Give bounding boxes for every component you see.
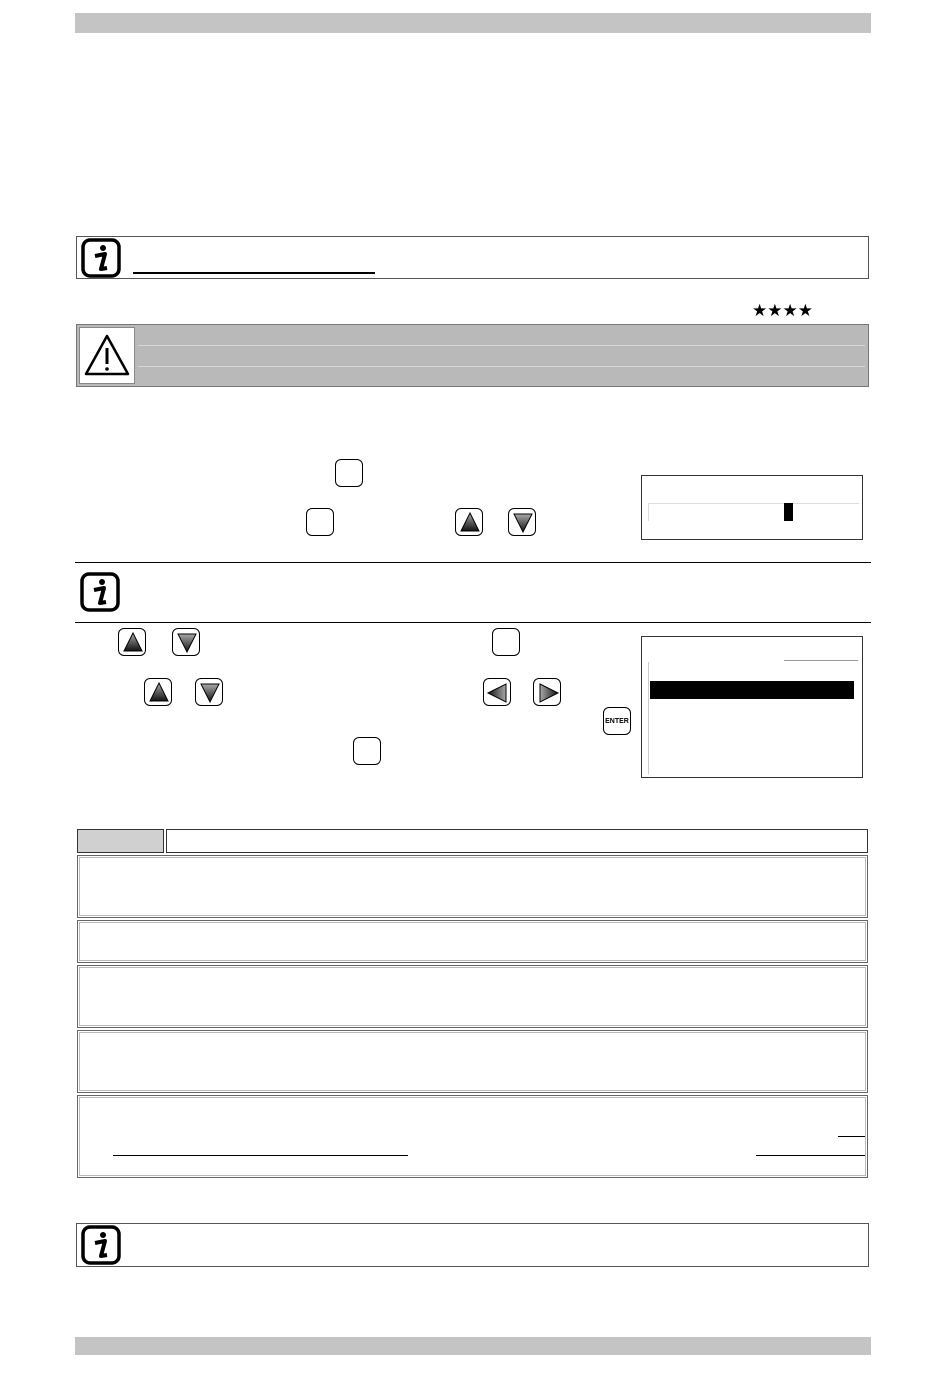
blank-key[interactable] [492, 628, 520, 656]
arrow-right-key-icon[interactable] [533, 678, 561, 706]
arrow-up-key-icon[interactable] [455, 508, 483, 536]
underline [113, 1155, 408, 1156]
blank-key[interactable] [306, 508, 334, 536]
blank-key[interactable] [335, 459, 363, 487]
arrow-up-key-icon[interactable] [118, 628, 146, 656]
warning-divider-2 [138, 366, 865, 367]
arrow-down-key-icon[interactable] [195, 678, 223, 706]
arrow-left-key-icon[interactable] [483, 678, 511, 706]
table-row [77, 1030, 868, 1093]
info-note-1 [76, 236, 869, 279]
table-row [77, 920, 868, 963]
arrow-up-key-icon[interactable] [144, 678, 172, 706]
table-header-cell-1 [77, 829, 164, 853]
table-row [77, 855, 868, 918]
display-header-line [784, 660, 858, 661]
info-note-underline [133, 272, 375, 274]
section-rule [75, 562, 871, 563]
enter-key[interactable]: ENTER [603, 707, 631, 735]
display-list-border [648, 662, 649, 774]
underline [756, 1155, 865, 1156]
warning-divider-1 [138, 345, 865, 346]
display-panel-2 [641, 636, 863, 778]
warning-icon-cell [79, 327, 135, 384]
info-icon [81, 1225, 121, 1265]
table-header-cell-2 [166, 829, 868, 853]
section-rule [75, 622, 871, 623]
blank-key[interactable] [353, 737, 381, 765]
display-panel-1 [641, 475, 863, 540]
arrow-down-key-icon[interactable] [172, 628, 200, 656]
header-bar [75, 13, 871, 33]
info-icon [80, 572, 120, 612]
info-note-3 [76, 1223, 869, 1267]
info-icon [81, 238, 121, 278]
display-selected-row [650, 681, 854, 699]
table-header [77, 829, 868, 853]
table-row [77, 1095, 868, 1178]
table-row [77, 965, 868, 1028]
arrow-down-key-icon[interactable] [508, 508, 536, 536]
rating-stars: ★★★★ [752, 301, 813, 320]
display-cursor [784, 503, 793, 521]
warning-triangle-icon [80, 328, 134, 383]
footer-bar [75, 1337, 871, 1355]
underline [838, 1136, 865, 1137]
display-field [648, 503, 859, 521]
warning-box [76, 324, 869, 387]
